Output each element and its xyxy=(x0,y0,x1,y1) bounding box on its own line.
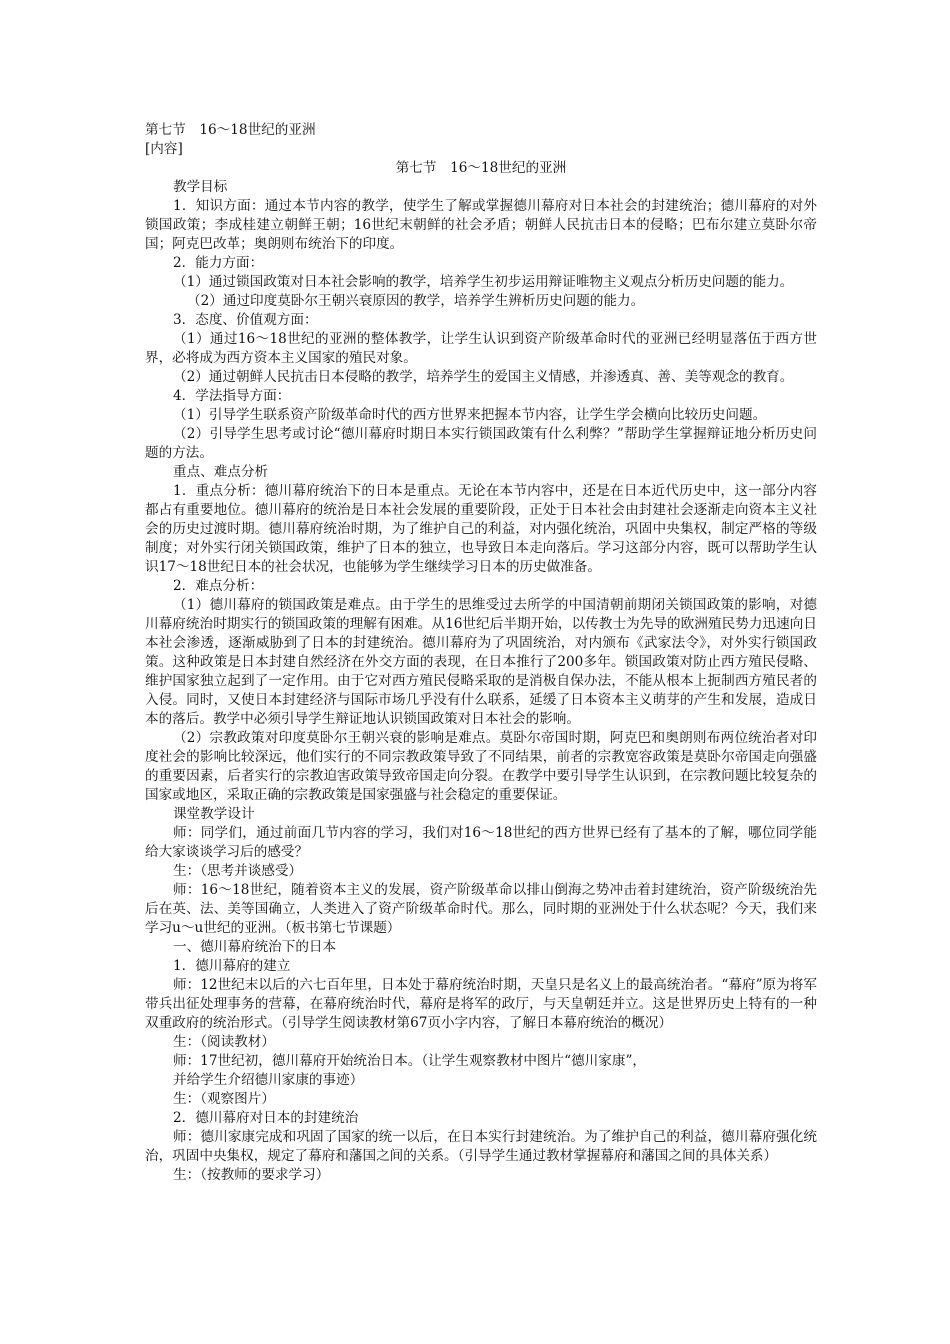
paragraph: 师：同学们，通过前面几节内容的学习，我们对16～18世纪的西方世界已经有了基本的了解，哪位同学能给大家谈谈学习后的感受？ xyxy=(145,825,817,860)
paragraph: （1）通过16～18世纪的亚洲的整体教学，让学生认识到资产阶级革命时代的亚洲已经明显落伍于西方世界，必将成为西方资本主义国家的殖民对象。 xyxy=(145,331,817,366)
paragraph: （2）引导学生思考或讨论“德川幕府时期日本实行锁国政策有什么利弊？”帮助学生掌握辩证地分析历史问题的方法。 xyxy=(145,426,817,461)
paragraph: （1）引导学生联系资产阶级革命时代的西方世界来把握本节内容，让学生学会横向比较历史问题。 xyxy=(173,407,767,423)
paragraph: 师：12世纪末以后的六七百年里，日本处于幕府统治时期，天皇只是名义上的最高统治者。“幕府”原为将军带兵出征处理事务的营幕，在幕府统治时代，幕府是将军的政厅，与天皇朝廷并立。这是世界历史上特有的一种双重政府的统治形式。（引导学生阅读教材第67页小字内容，了解日本幕府统治的概况） xyxy=(145,977,817,1031)
paragraph: 4．学法指导方面： xyxy=(173,388,291,404)
paragraph: 师：17世纪初，德川幕府开始统治日本。（让学生观察教材中图片“德川家康”， xyxy=(173,1053,646,1069)
page-title: 第七节 16～18世纪的亚洲 xyxy=(395,160,567,176)
paragraph: 师：16～18世纪，随着资本主义的发展，资产阶级革命以排山倒海之势冲击着封建统治，资产阶级统治先后在英、法、美等国确立，人类进入了资产阶级革命时代。那么，同时期的亚洲处于什么状态呢？今天，我们来学习u～u世纪的亚洲。（板书第七节课题） xyxy=(145,882,817,936)
paragraph: 1．德川幕府的建立 xyxy=(173,958,291,974)
document-page xyxy=(145,121,817,1185)
paragraph: 课堂教学设计 xyxy=(173,806,255,822)
paragraph: 生：（观察图片） xyxy=(173,1091,275,1107)
document-body xyxy=(145,178,817,1185)
paragraph: （1）德川幕府的锁国政策是难点。由于学生的思维受过去所学的中国清朝前期闭关锁国政策的影响，对德川幕府统治时期实行的锁国政策的理解有困难。从16世纪后半期开始，以传教士为先导的欧洲殖民势力迅速向日本社会渗透，逐渐威胁到了日本的封建统治。德川幕府为了巩固统治，对内颁布《武家法令》，对外实行锁国政策。这种政策是日本封建自然经济在外交方面的表现，在日本推行了200多年。锁国政策对防止西方殖民侵略、维护国家独立起到了一定作用。由于它对西方殖民侵略采取的是消极自保办法，不能从根本上扼制西方殖民者的入侵。同时，又使日本封建经济与国际市场几乎没有什么联系，延缓了日本资本主义萌芽的产生和发展，造成日本的落后。教学中必须引导学生辩证地认识锁国政策对日本社会的影响。 xyxy=(145,597,817,727)
paragraph: 并给学生介绍德川家康的事迹） xyxy=(173,1072,364,1088)
paragraph: 3．态度、价值观方面： xyxy=(173,312,318,328)
paragraph: 2．德川幕府对日本的封建统治 xyxy=(173,1110,359,1126)
paragraph: 2．难点分析： xyxy=(173,578,264,594)
paragraph: 1．知识方面：通过本节内容的教学，使学生了解或掌握德川幕府对日本社会的封建统治；德川幕府的对外锁国政策；李成桂建立朝鲜王朝；16世纪末朝鲜的社会矛盾；朝鲜人民抗击日本的侵略；巴布尔建立莫卧尔帝国；阿克巴改革；奥朗则布统治下的印度。 xyxy=(145,198,817,252)
content-tag: [内容] xyxy=(145,141,183,157)
paragraph: （2）宗教政策对印度莫卧尔王朝兴衰的影响是难点。莫卧尔帝国时期，阿克巴和奥朗则布两位统治者对印度社会的影响比较深远，他们实行的不同宗教政策导致了不同结果，前者的宗教宽容政策是莫卧尔帝国走向强盛的重要因素，后者实行的宗教迫害政策导致帝国走向分裂。在教学中要引导学生认识到，在宗教问题比较复杂的国家或地区，采取正确的宗教政策是国家强盛与社会稳定的重要保证。 xyxy=(145,730,817,803)
paragraph: 师：德川家康完成和巩固了国家的统一以后，在日本实行封建统治。为了维护自己的利益，德川幕府强化统治，巩固中央集权，规定了幕府和藩国之间的关系。（引导学生通过教材掌握幕府和藩国之间的具体关系） xyxy=(145,1129,817,1164)
paragraph: （2）通过朝鲜人民抗击日本侵略的教学，培养学生的爱国主义情感，并渗透真、善、美等观念的教育。 xyxy=(173,369,794,385)
paragraph: （1）通过锁国政策对日本社会影响的教学，培养学生初步运用辩证唯物主义观点分析历史问题的能力。 xyxy=(173,274,794,290)
paragraph: 1．重点分析：德川幕府统治下的日本是重点。无论在本节内容中，还是在日本近代历史中，这一部分内容都占有重要地位。德川幕府的统治是日本社会发展的重要阶段，正处于日本社会由封建社会逐渐走向资本主义社会的历史过渡时期。德川幕府统治时期，为了维护自己的利益，对内强化统治，巩固中央集权，制定严格的等级制度；对外实行闭关锁国政策，维护了日本的独立，也导致日本走向落后。学习这部分内容，既可以帮助学生认识17～18世纪日本的社会状况，也能够为学生继续学习日本的历史做准备。 xyxy=(145,483,817,575)
paragraph: 重点、难点分析 xyxy=(173,464,269,480)
paragraph: （2）通过印度莫卧尔王朝兴衰原因的教学，培养学生辨析历史问题的能力。 xyxy=(187,293,645,309)
section-heading: 第七节 16～18世纪的亚洲 xyxy=(145,122,316,138)
paragraph: 一、德川幕府统治下的日本 xyxy=(173,939,337,955)
paragraph: 生：（按教师的要求学习） xyxy=(173,1167,330,1183)
paragraph: 2．能力方面： xyxy=(173,255,264,271)
paragraph: 生：（阅读教材） xyxy=(173,1034,275,1050)
paragraph: 生：（思考并谈感受） xyxy=(173,863,303,879)
paragraph: 教学目标 xyxy=(173,179,228,195)
